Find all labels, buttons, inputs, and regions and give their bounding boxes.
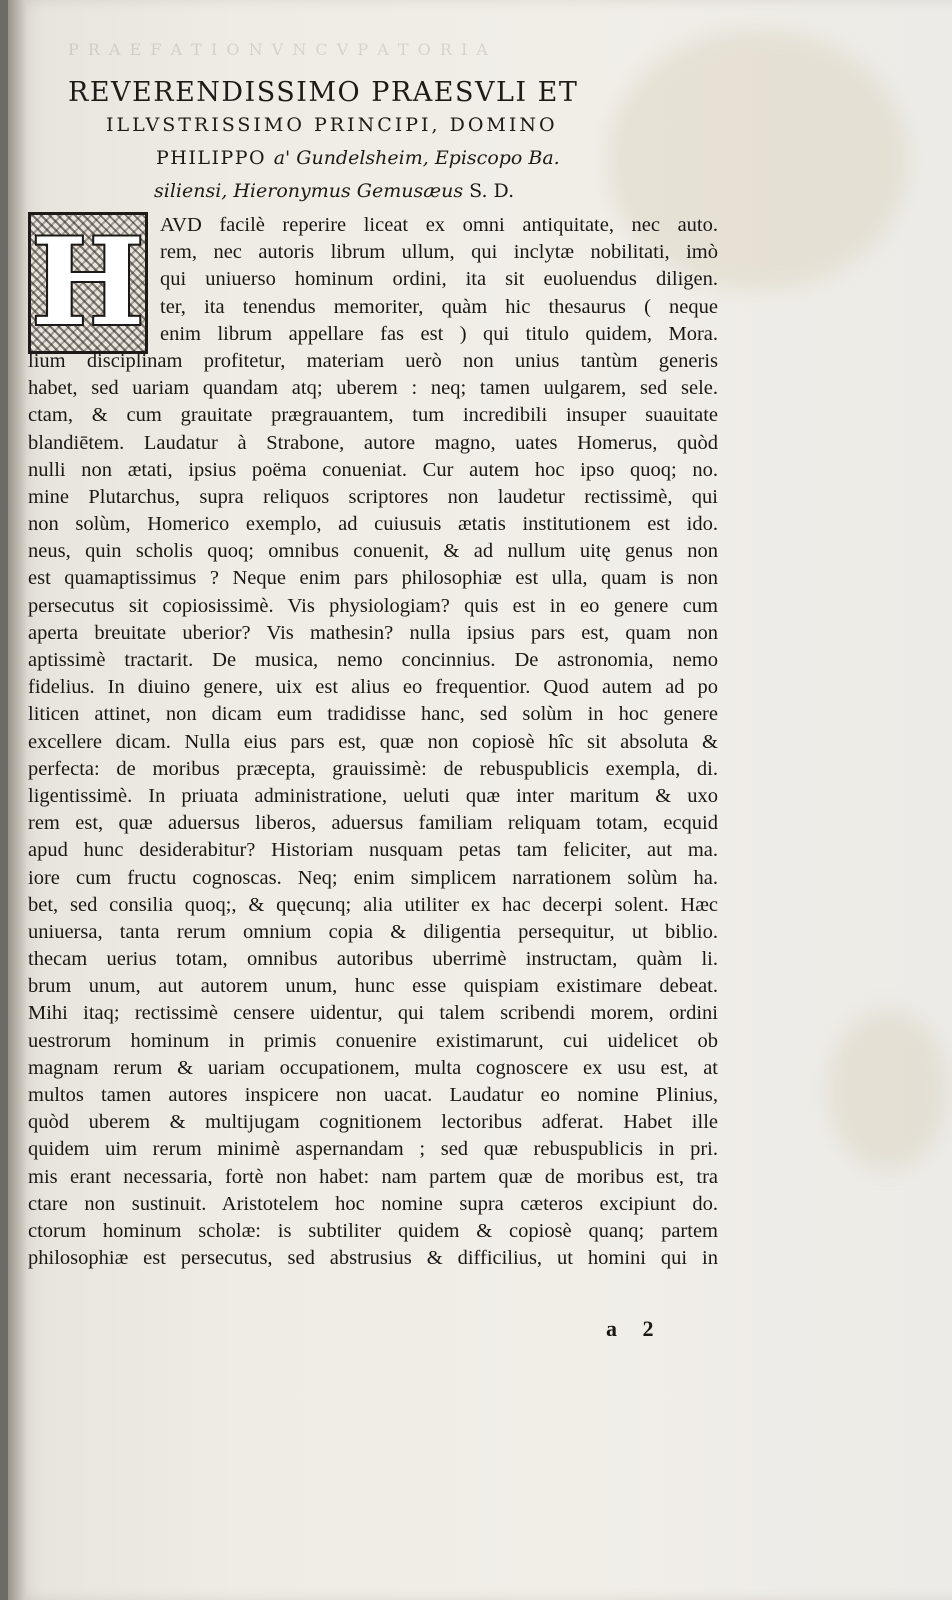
- text-line: enim librum appellare fas est ) qui titulo quidem, Mora.: [160, 322, 718, 345]
- signature-mark: a 2: [606, 1316, 664, 1341]
- heading-salutation: S. D.: [469, 180, 515, 202]
- text-line: est quamaptissimus ? Neque enim pars philosophiæ est ulla, quam is non: [28, 567, 718, 590]
- heading-line-2: ILLVSTRISSIMO PRINCIPI, DOMINO: [106, 114, 558, 136]
- text-line: mis erant necessaria, fortè non habet: nam partem quæ de moribus est, tra: [28, 1165, 718, 1188]
- heading-name-caps: PHILIPPO: [156, 147, 267, 169]
- text-line: non solùm, Homerico exemplo, ad cuiusuis ætatis institutionem est ido.: [28, 513, 718, 536]
- text-line: Mihi itaq; rectissimè censere uidentur, qui talem scribendi morem, ordini: [28, 1002, 718, 1025]
- text-line: thecam uerius totam, omnibus autoribus uberrimè instructam, quàm li.: [28, 948, 718, 971]
- text-line: persecutus sit copiosissimè. Vis physiologiam? quis est in eo genere cum: [28, 594, 718, 617]
- text-line: nulli non ætati, ipsius poëma conueniat. Cur autem hoc ipso quoq; no.: [28, 458, 718, 481]
- text-line: bet, sed consilia quoq;, & quęcunq; alia utiliter ex hac decerpi solent. Hæc: [28, 893, 718, 916]
- text-line: aperta breuitate uberior? Vis mathesin? nulla ipsius pars est, quam non: [28, 621, 718, 644]
- text-line: blandiētem. Laudatur à Strabone, autore magno, uates Homerus, quòd: [28, 431, 718, 454]
- heading-line-1: REVERENDISSIMO PRAESVLI ET: [68, 77, 579, 108]
- text-line: quòd uberem & multijugam cognitionem lectoribus adferat. Habet ille: [28, 1111, 718, 1134]
- text-line: mine Plutarchus, supra reliquos scriptores non laudetur rectissimè, qui: [28, 485, 718, 508]
- text-line: fidelius. In diuino genere, uix est alius eo frequentior. Quod autem ad po: [28, 676, 718, 699]
- text-line: ter, ita tenendus memoriter, quàm hic thesaurus ( neque: [160, 295, 718, 318]
- paper-stain: [828, 1010, 948, 1170]
- text-line: ctorum hominum scholæ: is subtiliter quidem & copiosè quanq; partem: [28, 1219, 718, 1242]
- initial-letter: H: [31, 212, 145, 353]
- text-line: neus, quin scholis quoq; omnibus conuenit, & ad nullum uitę genus non: [28, 540, 718, 563]
- text-line: philosophiæ est persecutus, sed abstrusius & difficilius, ut homini qui in: [28, 1247, 718, 1270]
- text-line: qui uniuerso hominum ordini, ita sit euoluendus diligen.: [160, 268, 718, 291]
- body-text: [28, 212, 718, 1272]
- text-line: liticen attinet, non dicam eum tradidisse hanc, sed solùm in hoc genere: [28, 703, 718, 726]
- text-line: lium disciplinam profitetur, materiam uerò non unius tantùm generis: [28, 349, 718, 372]
- text-line: excellere dicam. Nulla eius pars est, quæ non copiosè hîc sit absoluta &: [28, 730, 718, 753]
- heading-line-3: [68, 142, 708, 175]
- text-line: magnam rerum & uariam occupationem, multa cognoscere ex usu est, at: [28, 1056, 718, 1079]
- text-line: AVD facilè reperire liceat ex omni antiquitate, nec auto.: [160, 214, 718, 236]
- heading-name-italic: a' Gundelsheim, Episcopo Ba.: [273, 147, 560, 169]
- text-line: apud hunc desiderabitur? Historiam nusquam petas tam feliciter, aut ma.: [28, 839, 718, 862]
- text-line: rem est, quæ aduersus liberos, aduersus familiam reliquam totam, ecquid: [28, 812, 718, 835]
- text-line: uniuersa, tanta rerum omnium copia & diligentia persequitur, ut biblio.: [28, 920, 718, 943]
- text-line: uestrorum hominum in primis conuenire existimarunt, cui uidelicet ob: [28, 1029, 718, 1052]
- text-line: quidem uim rerum minimè aspernandam ; sed quæ rebuspublicis in pri.: [28, 1138, 718, 1161]
- text-line: ctare non sustinuit. Aristotelem hoc nomine supra cæteros excipiunt do.: [28, 1192, 718, 1215]
- bleed-through-text: P R A E F A T I O N V N C V P A T O R I A: [68, 40, 490, 59]
- text-line: habet, sed uariam quandam atq; uberem : neq; tamen uulgarem, sed sele.: [28, 377, 718, 400]
- text-line: aptissimè tractarit. De musica, nemo concinnius. De astronomia, nemo: [28, 649, 718, 671]
- text-line: iore cum fructu cognoscas. Neq; enim simplicem narrationem solùm ha.: [28, 866, 718, 889]
- text-line: multos tamen autores inspicere non uacat. Laudatur eo nomine Plinius,: [28, 1084, 718, 1106]
- text-line: rem, nec autoris librum ullum, qui inclytæ nobilitati, imò: [160, 241, 718, 264]
- text-line: ctam, & cum grauitate prægrauantem, tum incredibili insuper suauitate: [28, 404, 718, 427]
- dedication-heading: [68, 76, 708, 208]
- book-page: [8, 0, 952, 1600]
- text-line: brum unum, aut autorem unum, hunc esse quispiam existimare debeat.: [28, 975, 718, 998]
- text-line: perfecta: de moribus præcepta, grauissimè: de rebuspublicis exempla, di.: [28, 757, 718, 780]
- text-line: ligentissimè. In priuata administratione, ueluti quæ inter maritum & uxo: [28, 784, 718, 807]
- page-gutter-shadow: [8, 0, 26, 1600]
- heading-line-4: [68, 175, 708, 208]
- heading-author-italic: siliensi, Hieronymus Gemusæus: [154, 180, 464, 202]
